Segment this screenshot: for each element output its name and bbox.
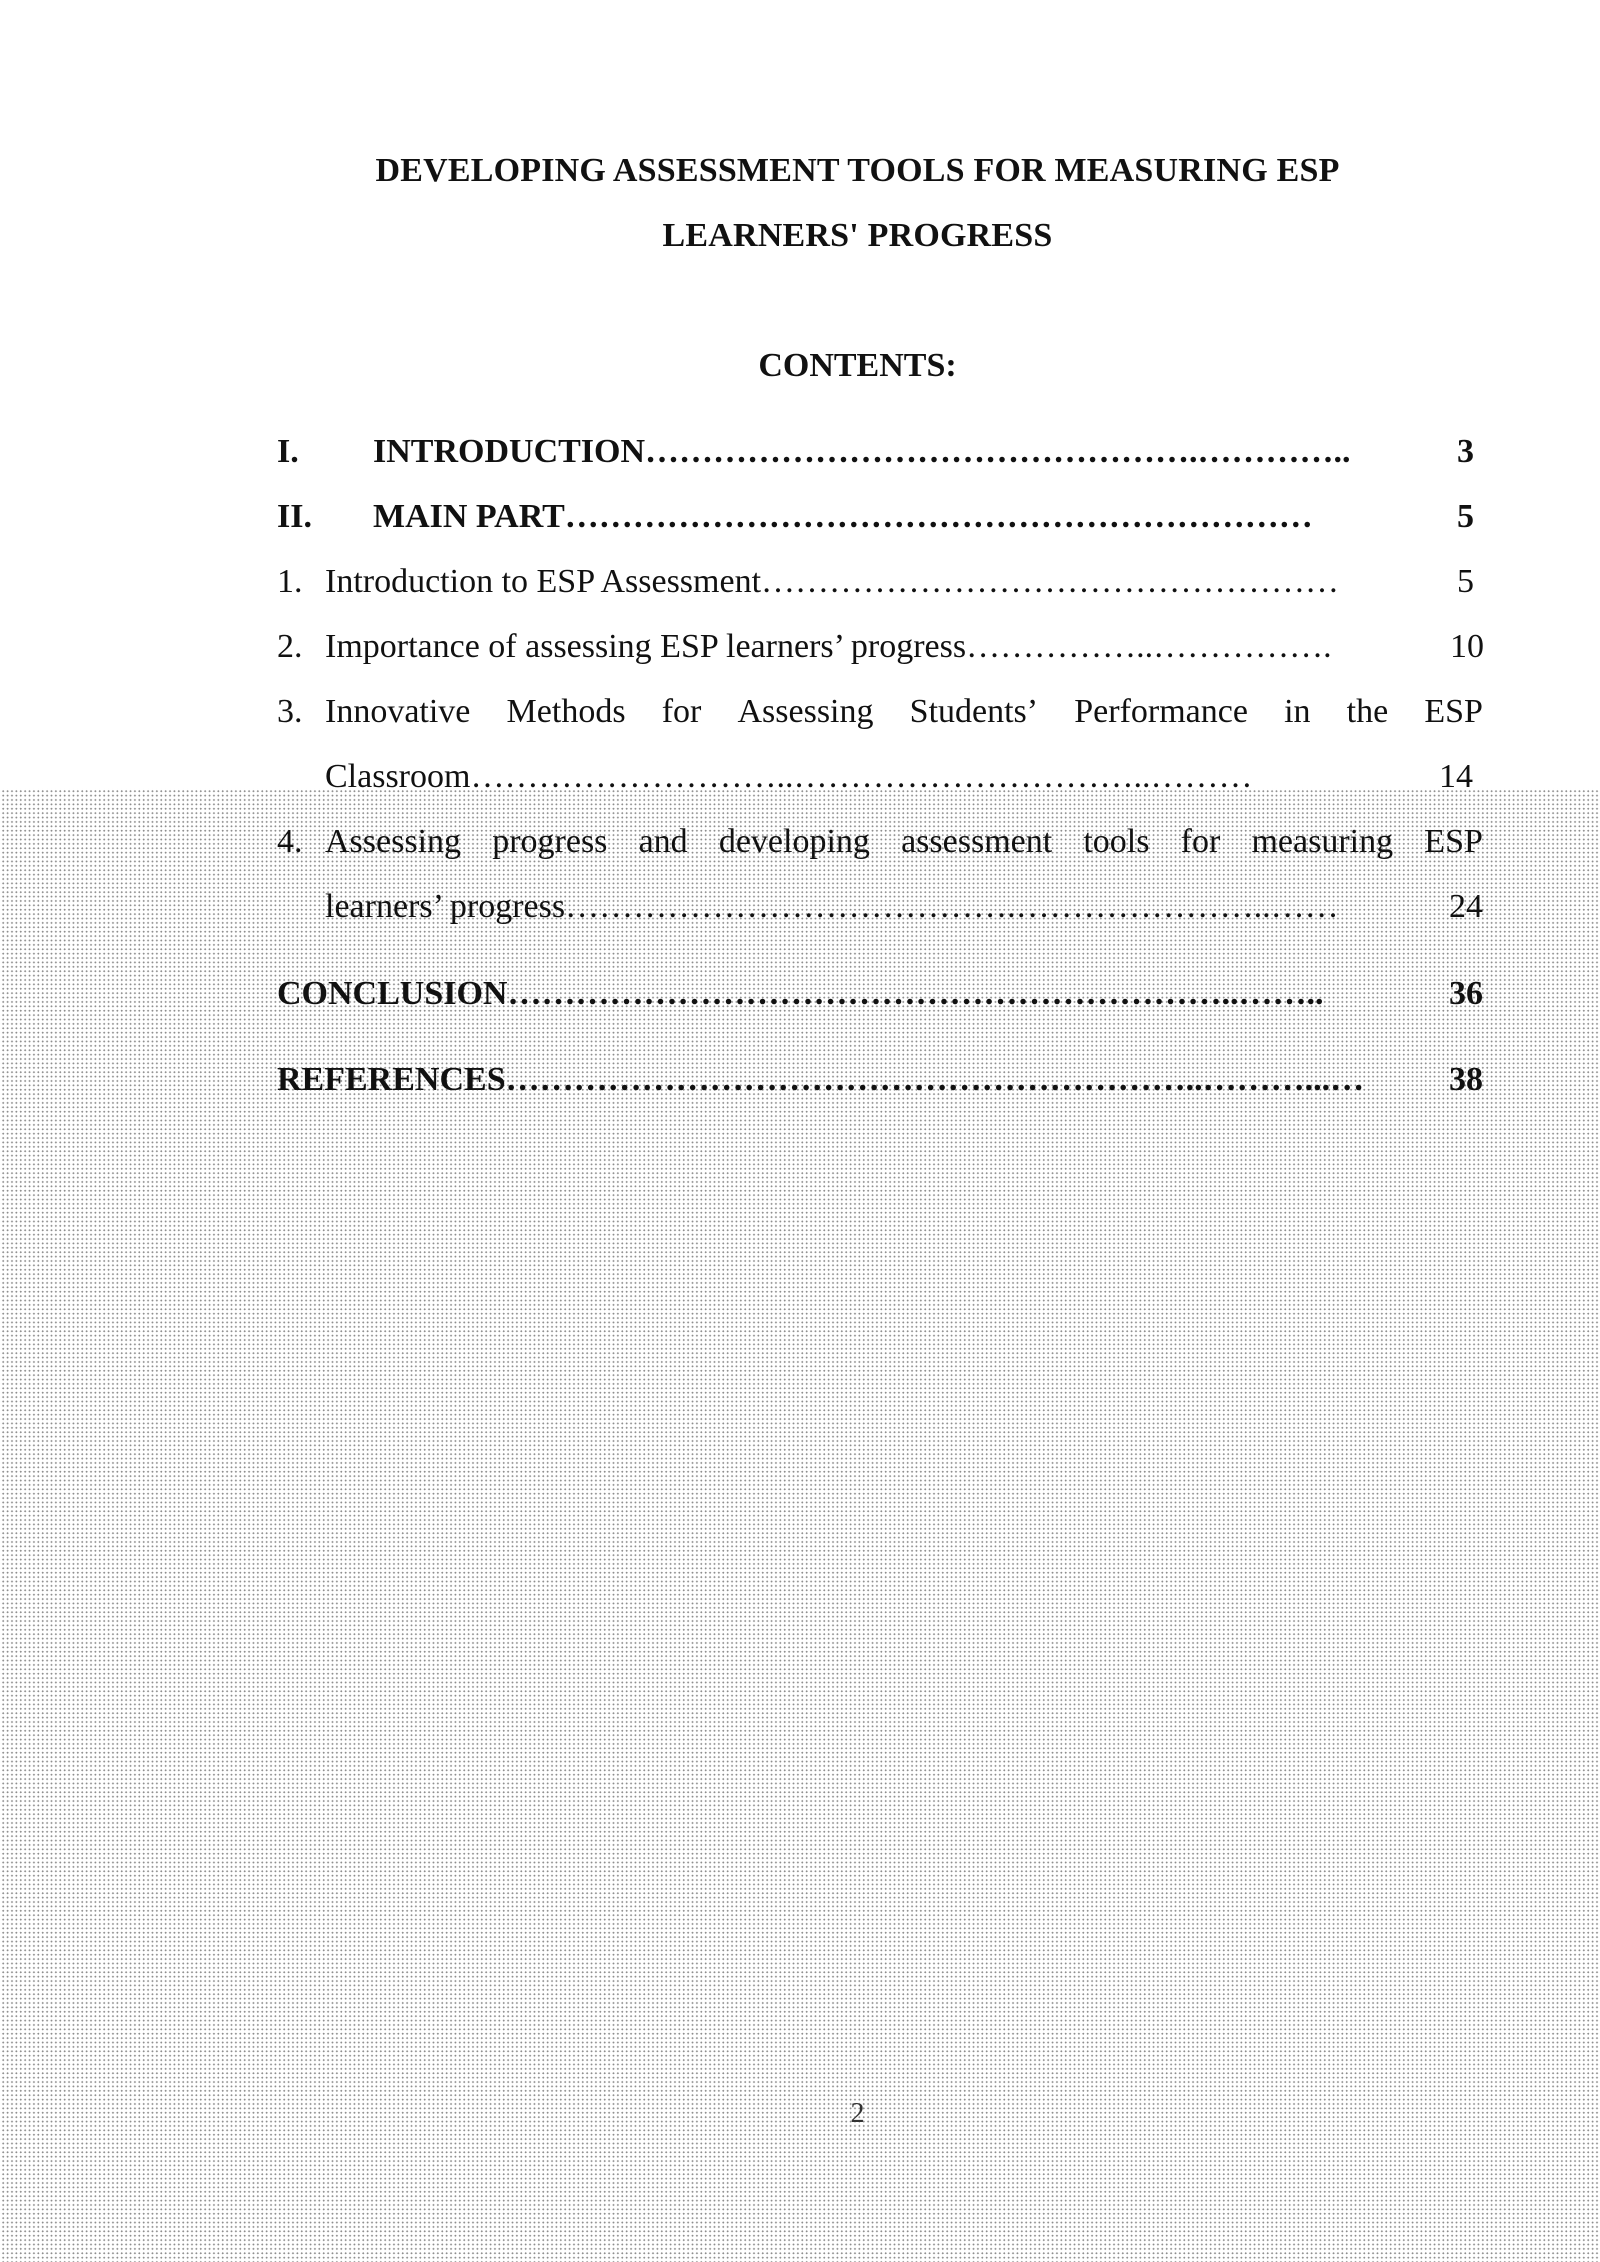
- toc-entry-number: 4.: [277, 823, 303, 860]
- toc-word: ESP: [1424, 823, 1483, 860]
- toc-dot-leader: ……………………………………………………..………...…: [505, 1061, 1365, 1098]
- toc-word: Assessing: [737, 693, 874, 730]
- toc-word: Performance: [1074, 693, 1248, 730]
- toc-dot-leader: ………………………………………….…………..: [645, 433, 1351, 470]
- toc-dot-leader: ………………………..…………………………..………: [470, 758, 1253, 795]
- toc-word: tools: [1083, 823, 1150, 860]
- toc-word: Assessing: [325, 823, 462, 860]
- document-title-line-2: LEARNERS' PROGRESS: [662, 217, 1053, 254]
- toc-entry-label: learners’ progress: [325, 888, 566, 925]
- toc-word: assessment: [901, 823, 1053, 860]
- toc-dot-leader: ……………..…………….: [966, 628, 1332, 665]
- contents-heading: CONTENTS:: [758, 347, 957, 384]
- toc-dot-leader: …………………………………………………………: [564, 498, 1313, 535]
- toc-word: for: [661, 693, 702, 730]
- toc-word: the: [1346, 693, 1389, 730]
- toc-word: Innovative: [325, 693, 471, 730]
- toc-entry-label: REFERENCES: [277, 1061, 506, 1098]
- toc-entry-number: 3.: [277, 693, 303, 730]
- toc-dot-leader: ………………………………………………………..……..: [507, 975, 1324, 1012]
- toc-entry-label-line-1: [325, 823, 1483, 861]
- toc-entry-label: Classroom: [325, 758, 471, 795]
- toc-page-number: 14: [1439, 758, 1473, 795]
- toc-page-number: 10: [1450, 628, 1484, 665]
- toc-entry-label: Introduction to ESP Assessment: [325, 563, 762, 600]
- toc-entry-label-line-2: [325, 758, 1473, 796]
- toc-entry-number: II.: [277, 498, 312, 535]
- toc-entry-label: MAIN PART: [373, 498, 565, 535]
- toc-entry-number: I.: [277, 433, 299, 470]
- toc-entry-importance-of-assessing[interactable]: [277, 628, 1484, 678]
- toc-word: developing: [718, 823, 870, 860]
- toc-page-number: 3: [1457, 433, 1474, 470]
- toc-entry-main-part[interactable]: [277, 498, 1474, 548]
- toc-page-number: 38: [1449, 1061, 1483, 1098]
- toc-entry-conclusion[interactable]: [277, 975, 1483, 1025]
- toc-word: in: [1284, 693, 1311, 730]
- toc-entry-number: 2.: [277, 628, 303, 665]
- toc-dot-leader: ………………………………….…………………..……: [565, 888, 1339, 925]
- toc-entry-label-line-2: [325, 888, 1483, 926]
- toc-entry-introduction-to-esp-assessment[interactable]: [277, 563, 1474, 613]
- toc-page-number: 5: [1457, 563, 1474, 600]
- toc-word: and: [638, 823, 688, 860]
- toc-page-number: 5: [1457, 498, 1474, 535]
- toc-entry-label: INTRODUCTION: [373, 433, 646, 470]
- toc-word: progress: [492, 823, 608, 860]
- toc-page-number: 24: [1449, 888, 1483, 925]
- toc-word: measuring: [1251, 823, 1394, 860]
- toc-entry-label: Importance of assessing ESP learners’ progress: [325, 628, 967, 665]
- toc-entry-references[interactable]: [277, 1061, 1483, 1111]
- toc-page-number: 36: [1449, 975, 1483, 1012]
- toc-entry-label: CONCLUSION: [277, 975, 508, 1012]
- toc-entry-number: 1.: [277, 563, 303, 600]
- toc-word: Students’: [909, 693, 1039, 730]
- toc-word: ESP: [1424, 693, 1483, 730]
- toc-word: Methods: [506, 693, 626, 730]
- toc-word: for: [1180, 823, 1221, 860]
- toc-entry-introduction[interactable]: [277, 433, 1474, 483]
- toc-dot-leader: ……………………………………………: [761, 563, 1340, 600]
- toc-entry-label-line-1: [325, 693, 1483, 731]
- document-title-line-1: DEVELOPING ASSESSMENT TOOLS FOR MEASURING ESP: [375, 152, 1340, 189]
- page-number: 2: [850, 2098, 865, 2129]
